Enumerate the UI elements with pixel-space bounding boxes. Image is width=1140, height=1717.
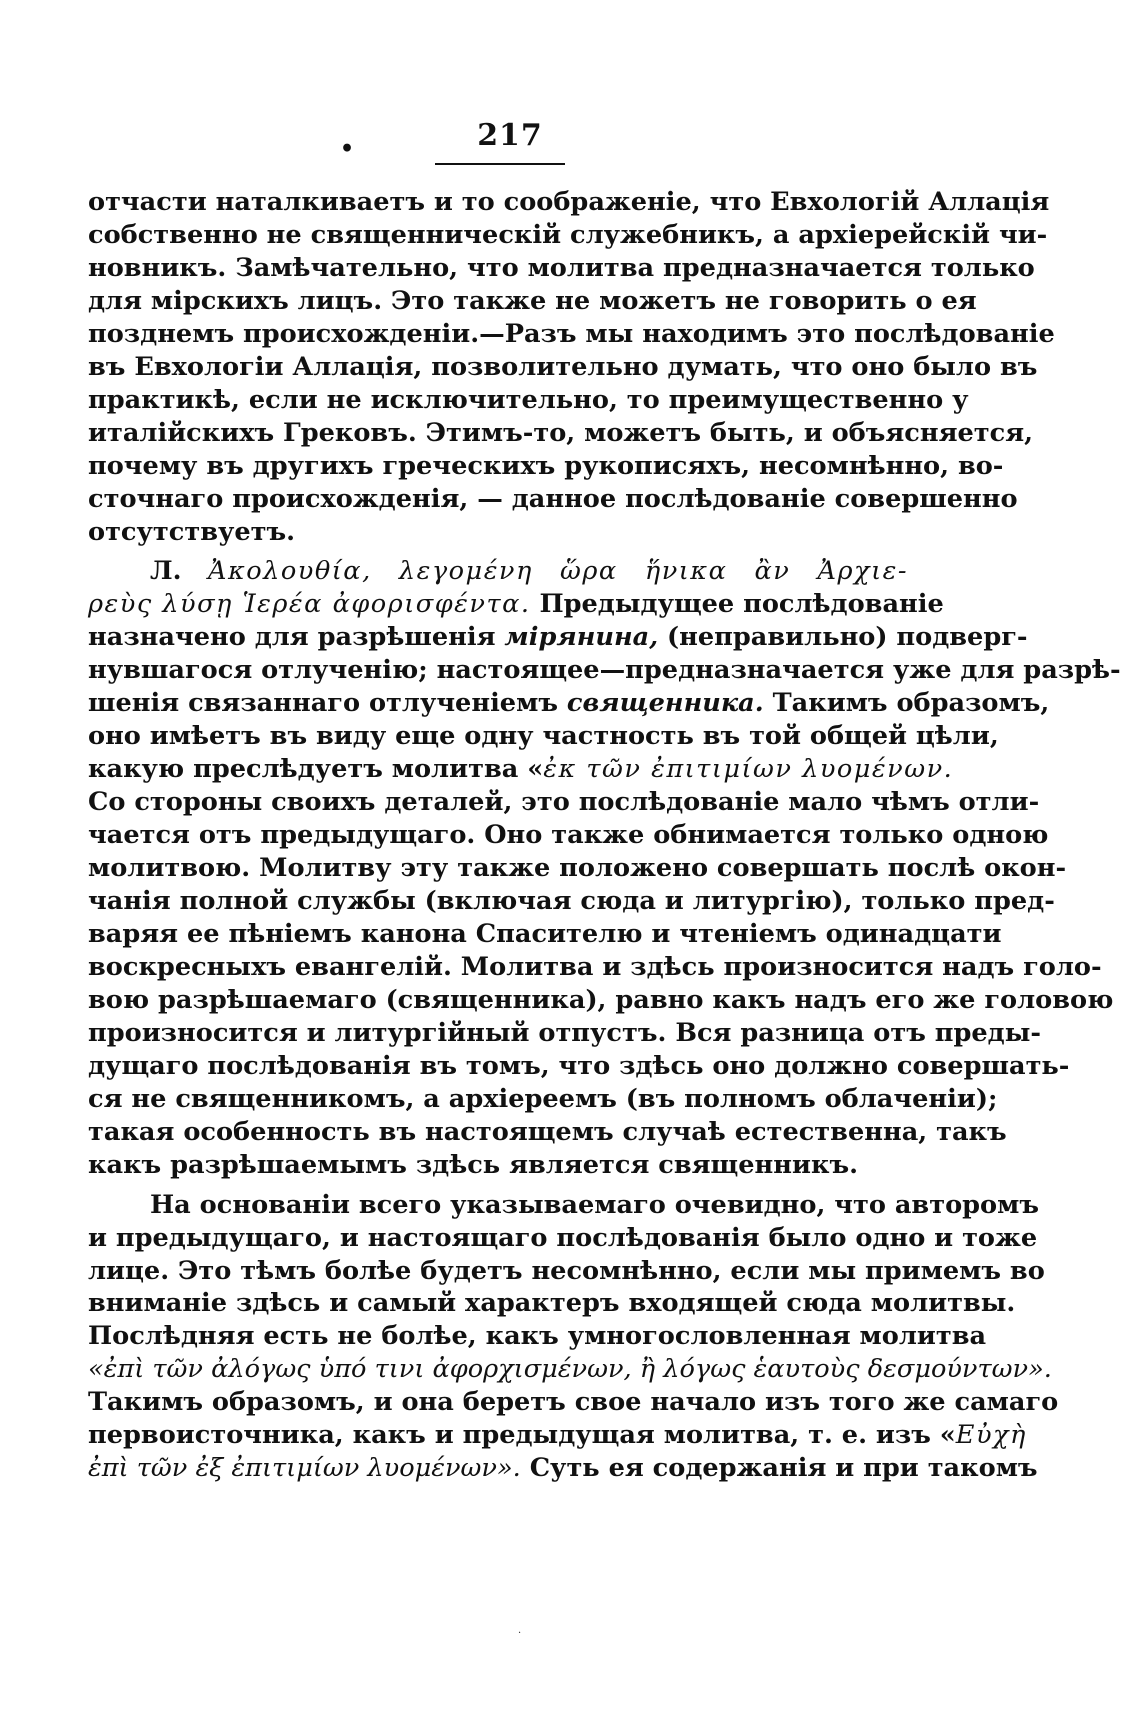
text-line: для мірскихъ лицъ. Это также не можетъ не говорить о ея [88,285,977,316]
text-line: ἐπὶ τῶν ἐξ ἐπιτιμίων λυομένων». Суть ея содержанія и при такомъ [88,1453,1038,1484]
text-line: какую преслѣдуетъ молитва «ἐκ τῶν ἐπιτιμίων λυομένων. [88,754,954,785]
greek-quote: ἐκ τῶν ἐπιτιμίων λυομένων. [543,754,954,785]
text-line: Такимъ образомъ, и она беретъ свое начало изъ того же самаго [88,1387,1059,1418]
text-line: первоисточника, какъ и предыдущая молитва, т. е. изъ «Εὐχὴ [88,1420,1027,1451]
header-bullet: • [340,136,355,162]
text-line: молитвою. Молитву эту также положено совершать послѣ окон- [88,853,1067,884]
text-line: позднемъ происхожденіи.—Разъ мы находимъ это послѣдованіе [88,318,1055,349]
text-line: чается отъ предыдущаго. Оно также обнимается только одною [88,820,1049,851]
text-line: почему въ другихъ греческихъ рукописяхъ, несомнѣнно, во- [88,450,1004,481]
section-numeral: Л. [150,556,182,587]
emphasis: священника. [566,688,764,719]
text-line: вниманіе здѣсь и самый характеръ входящей сюда молитвы. [88,1288,1016,1319]
text-line: практикѣ, если не исключительно, то преимущественно у [88,384,969,415]
text-line: назначено для разрѣшенія мірянина, (неправильно) подверг- [88,622,1028,653]
greek-title: Ἀκολουθία, λεγομένη ὥρα ἥνικα ἂν Ἀρχιε- [208,556,908,587]
emphasis: мірянина, [504,622,659,653]
text-line: Послѣдняя есть не болѣе, какъ умногословленная молитва [88,1321,987,1352]
text-line: лице. Это тѣмъ болѣе будетъ несомнѣнно, если мы примемъ во [88,1255,1045,1286]
text-line: дущаго послѣдованія въ томъ, что здѣсь оно должно совершать- [88,1050,1070,1081]
text-line: отсутствуетъ. [88,516,296,547]
text-line: такая особенность въ настоящемъ случаѣ естественна, такъ [88,1116,1007,1147]
text-line: вою разрѣшаемаго (священника), равно какъ надъ его же головою [88,984,1114,1015]
text-line: Со стороны своихъ деталей, это послѣдованіе мало чѣмъ отли- [88,787,1040,818]
text-line: шенія связаннаго отлученіемъ священника. Такимъ образомъ, [88,688,1050,719]
page-number: 217 [477,118,543,153]
text-line: и предыдущаго, и настоящаго послѣдованія было одно и тоже [88,1222,1038,1253]
text-line: воскресныхъ евангелій. Молитва и здѣсь произносится надъ голо- [88,951,1102,982]
text-line [88,555,908,588]
paragraph-3 [88,1189,1059,1486]
text-line: ρεὺς λύσῃ Ἱερέα ἀφορισφέντα. Предыдущее послѣдованіе [88,589,944,620]
text-line: сточнаго происхожденія, — данное послѣдованіе совершенно [88,483,1018,514]
text-line: какъ разрѣшаемымъ здѣсь является священникъ. [88,1149,858,1180]
text-line: ся не священникомъ, а архіереемъ (въ полномъ облаченіи); [88,1083,998,1114]
paragraph-2 [88,555,1121,1181]
header-rule [435,163,565,165]
greek-title-cont: ρεὺς λύσῃ Ἱερέα ἀφορισφέντα. [88,589,531,620]
text-line: отчасти наталкиваетъ и то соображеніе, что Евхологій Аллація [88,187,1050,217]
text-line: оно имѣетъ въ виду еще одну частность въ той общей цѣли, [88,721,999,752]
text-line: На основаніи всего указываемаго очевидно, что авторомъ [150,1189,1039,1220]
text-line: новникъ. Замѣчательно, что молитва предназначается только [88,252,1035,283]
text-line: въ Евхологіи Аллація, позволительно думать, что оно было въ [88,351,1038,382]
page-header [0,118,1140,178]
print-speck: · [518,1628,522,1639]
greek-quote-line: «ἐπὶ τῶν ἀλόγως ὑπό τινι ἀφορχισμένων, ἢ λόγως ἑαυτοὺς δεσμούντων». [88,1354,1052,1385]
text-line: нувшагося отлученію; настоящее—предназначается уже для разрѣ- [88,655,1121,686]
text-line: чанія полной службы (включая сюда и литургію), только пред- [88,886,1055,917]
text-line: произносится и литургійный отпустъ. Вся разница отъ преды- [88,1017,1042,1048]
text-line: собственно не священническій служебникъ, а архіерейскій чи- [88,219,1048,250]
greek-quote: Εὐχὴ [955,1420,1027,1451]
paragraph-1 [88,186,1055,548]
greek-quote: ἐπὶ τῶν ἐξ ἐπιτιμίων λυομένων». [88,1453,521,1484]
text-line: варяя ее пѣніемъ канона Спасителю и чтеніемъ одинадцати [88,918,1002,949]
text-line: италійскихъ Грековъ. Этимъ-то, можетъ быть, и объясняется, [88,417,1034,448]
body-text [88,186,1121,1485]
